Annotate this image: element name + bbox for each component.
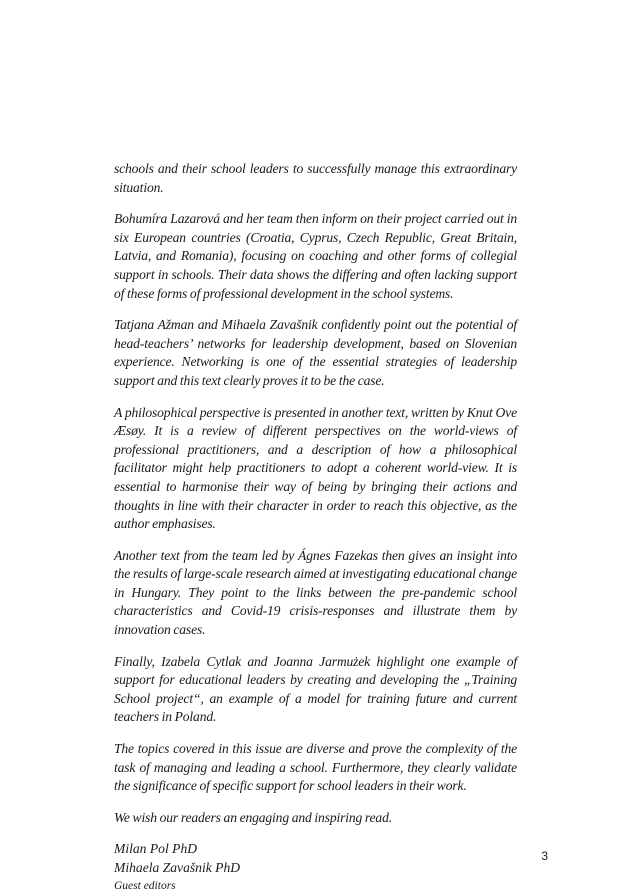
paragraph-6: Finally, Izabela Cytlak and Joanna Jarmużek highlight one example of support for educational leaders by creating and developing the „Training School project“, an example of a model for training future and current teachers in Poland. <box>114 653 517 725</box>
signature-block <box>114 840 517 893</box>
paragraph-1: schools and their school leaders to successfully manage this extraordinary situation. <box>114 161 517 195</box>
paragraph-7: The topics covered in this issue are diverse and prove the complexity of the task of managing and leading a school. Furthermore, they clearly validate the significance of specific support for school leaders in their work. <box>114 741 517 794</box>
editor-role: Guest editors <box>114 879 176 892</box>
paragraph-2: Bohumíra Lazarová and her team then inform on their project carried out in six European countries (Croatia, Cyprus, Czech Republic, Great Britain, Latvia, and Romania), focusing on coaching and other forms of collegial support in schools. Their data shows the differing and often lacking support of these forms of professional development in the school systems. <box>114 211 517 301</box>
paragraph-5: Another text from the team led by Ágnes Fazekas then gives an insight into the results of large-scale research aimed at investigating educational change in Hungary. They point to the links between the pre-pandemic school characteristics and Covid-19 crisis-responses and illustrate them by innovation cases. <box>114 547 517 638</box>
editor-name-2: Mihaela Zavašnik PhD <box>114 860 241 875</box>
editorial-body <box>114 160 517 894</box>
editor-name-1: Milan Pol PhD <box>114 841 198 857</box>
paragraph-3: Tatjana Ažman and Mihaela Zavašnik confidently point out the potential of head-teachers’ networks for leadership development, based on Slovenian experience. Networking is one of the essential strategies of leadership support and this text clearly proves it to be the case. <box>114 317 517 388</box>
page-number: 3 <box>541 849 548 863</box>
paragraph-8: We wish our readers an engaging and inspiring read. <box>114 809 392 825</box>
paragraph-4: A philosophical perspective is presented in another text, written by Knut Ove Æsøy. It is a review of different perspectives on the world-views of professional practitioners, and a description of how a philosophical facilitator might help practitioners to adopt a coherent world-view. It is essential to harmonise their way of being by bringing their actions and thoughts in line with their character in order to reach this objective, as the author emphasises. <box>114 404 517 532</box>
